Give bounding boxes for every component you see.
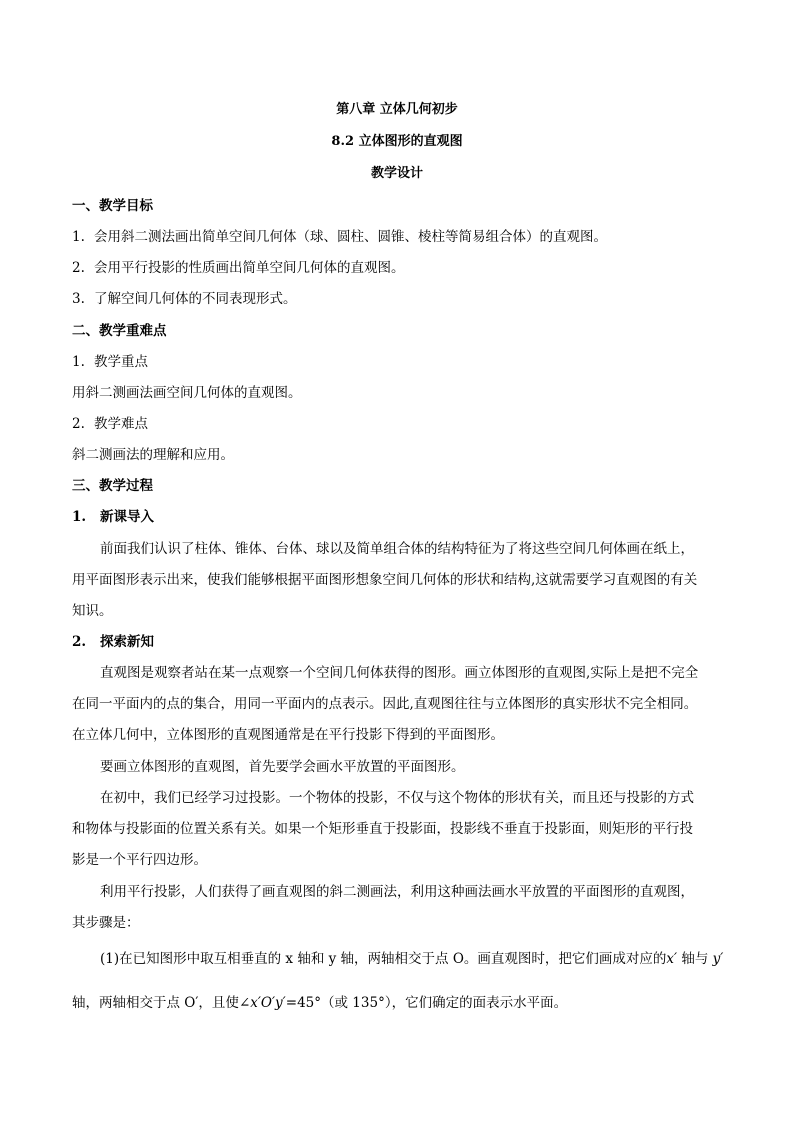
paragraph-c-line-2: 和物体与投影面的位置关系有关。如果一个矩形垂直于投影面，投影线不垂直于投影面，则矩形的平行投: [72, 821, 693, 837]
y-prime-symbol: y′: [712, 951, 724, 967]
step-1-connector: 轴与: [677, 951, 713, 967]
section-heading-process: 三、教学过程: [72, 478, 153, 494]
process-step-title: 新课导入: [100, 509, 154, 525]
process-step-intro: [72, 508, 154, 526]
step-1-text-post: =45°（或 135°），它们确定的面表示水平面。: [285, 995, 568, 1011]
angle-symbol: ∠x′O′y′: [238, 995, 286, 1011]
process-step-explore: [72, 633, 154, 651]
goal-item-number: 1.: [72, 229, 85, 245]
goal-item-1: [72, 228, 607, 246]
goal-item-text: 了解空间几何体的不同表现形式。: [94, 291, 297, 307]
process-step-title: 探索新知: [100, 634, 154, 650]
difficulty-label: [72, 415, 148, 433]
section-heading-key-points: 二、教学重难点: [72, 323, 167, 339]
goal-item-text: 会用平行投影的性质画出简单空间几何体的直观图。: [94, 260, 405, 276]
intro-paragraph-line-3: 知识。: [72, 603, 113, 619]
paragraph-c-line-3: 影是一个平行四边形。: [72, 852, 207, 868]
paragraph-c-line-1: 在初中，我们已经学习过投影。一个物体的投影，不仅与这个物体的形状有关，而且还与投影的方式: [100, 790, 694, 806]
step-1-line-2: [72, 994, 732, 1012]
step-1-text: (1)在已知图形中取互相垂直的 x 轴和 y 轴，两轴相交于点 O。画直观图时，把它们画成对应的: [100, 951, 667, 967]
difficulty-label-text: 教学难点: [94, 416, 148, 432]
difficulty-number: 2.: [72, 416, 85, 432]
step-1-text-pre: 轴，两轴相交于点 O′，且使: [72, 995, 239, 1011]
chapter-title: 第八章 立体几何初步: [336, 102, 458, 117]
document-subtitle: 教学设计: [370, 166, 423, 181]
paragraph-d-line-1: 利用平行投影，人们获得了画直观图的斜二测画法，利用这种画法画水平放置的平面图形的直观图，: [100, 884, 694, 900]
paragraph-a-line-1: 直观图是观察者站在某一点观察一个空间几何体获得的图形。画立体图形的直观图,实际上是把不完全: [100, 665, 699, 681]
goal-item-3: [72, 290, 297, 308]
paragraph-b: 要画立体图形的直观图，首先要学会画水平放置的平面图形。: [100, 759, 465, 775]
section-heading-goals: 一、教学目标: [72, 198, 153, 214]
goal-item-number: 2.: [72, 260, 85, 276]
goal-item-text: 会用斜二测法画出简单空间几何体（球、圆柱、圆锥、棱柱等简易组合体）的直观图。: [94, 229, 607, 245]
key-point-label: [72, 353, 148, 371]
paragraph-d-line-2: 其步骤是：: [72, 915, 140, 931]
key-point-text: 用斜二测画法画空间几何体的直观图。: [72, 385, 302, 401]
process-step-number: 2.: [72, 634, 87, 650]
paragraph-a-line-3: 在立体几何中，立体图形的直观图通常是在平行投影下得到的平面图形。: [72, 727, 504, 743]
x-prime-symbol: x′: [666, 951, 678, 967]
step-1-line-1: [100, 950, 732, 968]
process-step-number: 1.: [72, 509, 87, 525]
goal-item-number: 3.: [72, 291, 85, 307]
key-point-number: 1.: [72, 354, 85, 370]
section-title: 8.2 立体图形的直观图: [331, 134, 463, 149]
intro-paragraph-line-2: 用平面图形表示出来，使我们能够根据平面图形想象空间几何体的形状和结构,这就需要学习直观图的有关: [72, 572, 698, 588]
paragraph-a-line-2: 在同一平面内的点的集合，用同一平面内的点表示。因此,直观图往往与立体图形的真实形状不完全相同。: [72, 696, 698, 712]
difficulty-text: 斜二测画法的理解和应用。: [72, 447, 234, 463]
key-point-label-text: 教学重点: [94, 354, 148, 370]
goal-item-2: [72, 259, 405, 277]
intro-paragraph-line-1: 前面我们认识了柱体、锥体、台体、球以及简单组合体的结构特征为了将这些空间几何体画在纸上，: [100, 541, 694, 557]
